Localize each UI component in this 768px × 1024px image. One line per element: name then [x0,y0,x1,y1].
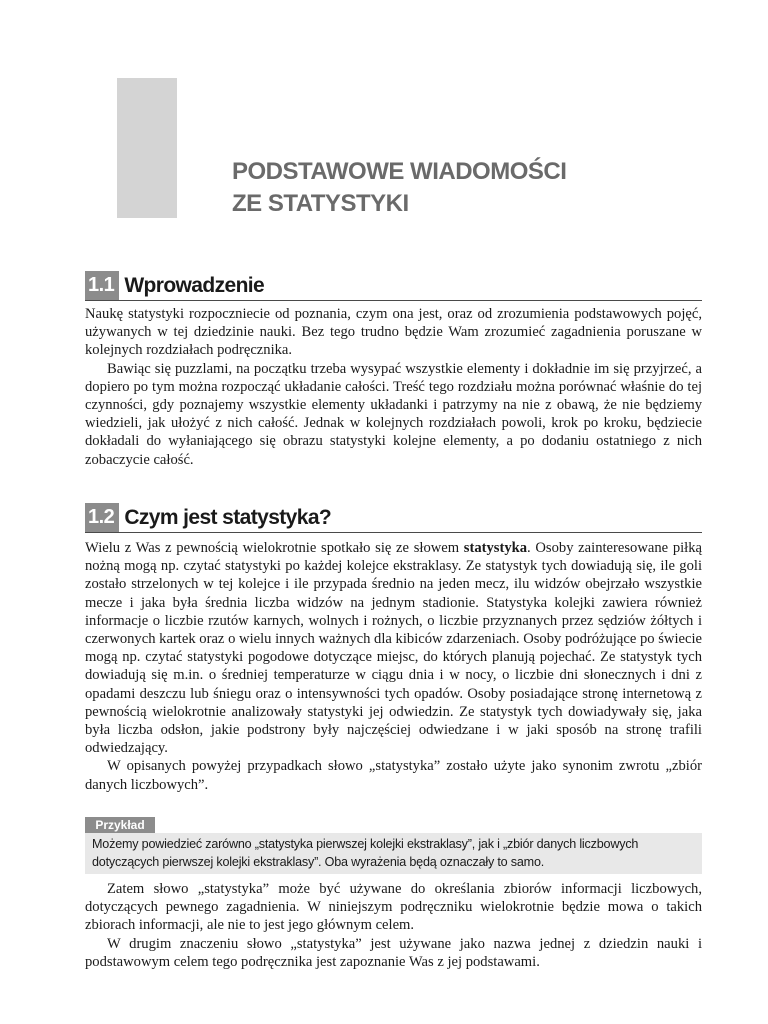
paragraph: W opisanych powyżej przypadkach słowo „statystyka” zostało użyte jako synonim zwrotu „zbiór danych liczbowych”. [85,758,702,793]
example-label: Przykład [85,817,155,833]
section-1-1-body [85,305,702,469]
chapter-number [117,78,177,218]
section-title: Czym jest statystyka? [124,506,332,529]
paragraph: Bawiąc się puzzlami, na początku trzeba wysypać wszystkie elementy i dokładnie im się przyjrzeć, a dopiero po tym można rozpocząć układanie całości. Treść tego rozdziału można porównać właśnie do tej czynności, gdy poznajemy wszystkie elementy układanki i patrzymy na nie z obawą, że nie będziemy wiedzieli, jak ułożyć z nich całość. Jednak w kolejnych rozdziałach powoli, krok po kroku, będziecie dokładali do wyłaniającego się obrazu statystyki kolejne elementy, a po dodaniu ostatniego z nich zobaczycie całość. [85,360,702,468]
section-1-2-body-continued [85,880,702,971]
chapter-title-line-1: PODSTAWOWE WIADOMOŚCI [232,158,567,185]
text-run: . Osoby zainteresowane piłką nożną mogą np. czytać statystyki po każdej kolejce ekstraklasy. Ze statystyk tych dowiadują się, ile goli zostało strzelonych w tej kolejce i ile przypada średnio na jeden mecz, ilu widzów obejrzało wszystkie mecze i jaka była średnia liczba widzów na jednym stadionie. Statystyka kolejki zawiera również informacje o liczbie rzutów karnych, wolnych i rożnych, o liczbie przyznanych przez sędziów żółtych i czerwonych kartek oraz o wielu innych ważnych dla kibiców zdarzeniach. Osoby podróżujące po świecie mogą np. czytać statystyki pogodowe dotyczące miejsc, do których planują pojechać. Ze statystyk tych dowiadują się m.in. o średniej temperaturze w ciągu dnia i w nocy, o liczbie dni słonecznych i dni z opadami deszczu lub śniegu oraz o intensywności tych opadów. Osoby posiadające stronę internetową z pewnością wielokrotnie analizowały statystyki jej odwiedzin. Ze statystyk tych dowiadywały się, jaka była liczba odsłon, jakie podstrony były najczęściej odwiedzane i w jaki sposób na stronę trafili odwiedzający. [85,540,702,757]
chapter-title [232,156,566,220]
section-heading-1-2 [85,502,702,533]
example-box: Możemy powiedzieć zarówno „statystyka pierwszej kolejki ekstraklasy”, jak i „zbiór danych liczbowych dotyczących pierwszej kolejki ekstraklasy”. Oba wyrażenia będą oznaczały to samo. [85,833,702,874]
paragraph [85,539,702,757]
bold-term: statystyka [463,540,528,556]
section-title: Wprowadzenie [124,274,265,297]
section-heading-1-1 [85,270,702,301]
text-run: Wielu z Was z pewnością wielokrotnie spotkało się ze słowem [85,540,464,556]
section-1-2-body [85,539,702,794]
paragraph: Naukę statystyki rozpoczniecie od poznania, czym ona jest, oraz od zrozumienia podstawowych pojęć, używanych w tej dziedzinie nauki. Bez tego trudno będzie Wam zrozumieć zagadnienia poruszane w kolejnych rozdziałach podręcznika. [85,306,702,359]
section-number: 1.2 [85,503,119,532]
paragraph: W drugim znaczeniu słowo „statystyka” jest używane jako nazwa jednej z dziedzin nauki i podstawowym celem tego podręcznika jest zapoznanie Was z jej podstawami. [85,935,702,970]
paragraph: Zatem słowo „statystyka” może być używane do określania zbiorów informacji liczbowych, dotyczących pewnego zagadnienia. W niniejszym podręczniku wielokrotnie będzie mowa o takich zbiorach informacji, ale nie to jest jego głównym celem. [85,881,702,934]
chapter-title-line-2: ZE STATYSTYKI [232,190,409,217]
section-number: 1.1 [85,271,119,300]
